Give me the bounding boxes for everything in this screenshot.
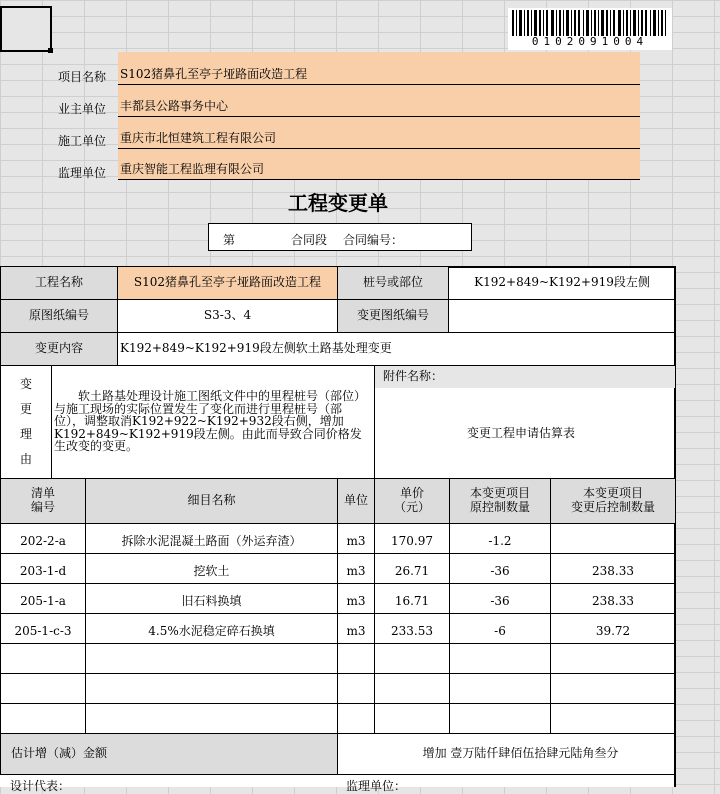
table-cell-price [374,673,450,704]
attachment-label-row [375,366,675,388]
table-cell-name [85,673,338,704]
table-cell-price [374,643,450,674]
table-cell-new-qty [550,673,676,704]
contract-number-label: 合同编号： [343,233,404,247]
project-label: 项目名称 [58,70,107,84]
estimate-label: 估计增（减）金额 [0,733,338,775]
footer-left-partial: 设计代表： [10,779,71,793]
table-cell-unit: m3 [337,523,375,554]
table-cell-orig-qty [449,673,551,704]
header-code-text: 清单 编号 [30,486,55,514]
supervisor-field [118,149,640,180]
header-code [0,478,86,524]
content-value: K192+849~K192+919段左侧软土路基处理变更 [117,332,676,366]
barcode-number: 0102091004 [531,35,649,48]
table-cell-price: 233.53 [374,613,450,644]
table-cell-code: 202-2-a [0,523,86,554]
station-value: K192+849~K192+919段左侧 [448,266,676,300]
builder-field [118,117,640,149]
header-new-qty [550,478,676,524]
table-cell-price: 26.71 [374,553,450,584]
orig-drawing-value: S3-3、4 [117,299,338,333]
estimate-value: 增加 壹万陆仟肆佰伍拾肆元陆角叁分 [337,733,676,775]
header-unit [337,478,375,524]
table-cell-name: 拆除水泥混凝土路面（外运弃渣） [85,523,338,554]
table-cell-name [85,643,338,674]
table-cell-unit: m3 [337,613,375,644]
change-drawing-label: 变更图纸编号 [337,299,449,333]
table-cell-orig-qty: -36 [449,553,551,584]
reason-text: 软土路基处理设计施工图纸文件中的里程桩号（部位）与施工现场的实际位置发生了变化而进行里程桩号（部位），调整取消K192+922~K192+932段右侧，增加K192+849~K192+919段左侧。由此而导致合同价格发生改变的变更。 [54,389,367,454]
header-new-qty-text: 本变更项目 变更后控制数量 [570,486,655,514]
contract-di: 第 [223,233,236,247]
content-label: 变更内容 [0,332,118,366]
table-cell-new-qty [550,703,676,734]
attachment-value: 变更工程申请估算表 [467,426,576,440]
table-cell-code: 205-1-c-3 [0,613,86,644]
table-cell-code: 203-1-d [0,553,86,584]
table-cell-new-qty: 238.33 [550,553,676,584]
selection-handle[interactable] [48,48,53,53]
barcode-bars [508,10,672,38]
attachment-label: 附件名称： [383,369,444,383]
table-cell-unit: m3 [337,583,375,614]
owner-field [118,85,640,117]
page-title: 工程变更单 [288,191,388,215]
attachment-box [374,365,676,479]
table-cell-unit [337,673,375,704]
table-cell-price [374,703,450,734]
table-cell-code: 205-1-a [0,583,86,614]
table-cell-price: 170.97 [374,523,450,554]
reason-box [51,365,375,479]
reason-char-3: 理 [19,426,32,441]
header-name-text: 细目名称 [187,493,236,508]
orig-drawing-label: 原图纸编号 [0,299,118,333]
table-cell-new-qty [550,523,676,554]
table-cell-orig-qty: -6 [449,613,551,644]
table-cell-unit: m3 [337,553,375,584]
table-cell-orig-qty: -1.2 [449,523,551,554]
project-name-value: S102猪鼻孔至亭子垭路面改造工程 [117,266,338,300]
table-cell-code [0,673,86,704]
table-cell-code [0,703,86,734]
project-value: S102猪鼻孔至亭子垭路面改造工程 [120,67,308,81]
table-cell-name: 挖软土 [85,553,338,584]
table-cell-orig-qty [449,703,551,734]
barcode [508,8,672,50]
contract-section: 合同段 [291,233,328,247]
table-cell-code [0,643,86,674]
table-cell-orig-qty: -36 [449,583,551,614]
table-cell-new-qty: 238.33 [550,583,676,614]
table-cell-name [85,703,338,734]
owner-value: 丰都县公路事务中心 [120,99,229,113]
header-name [85,478,338,524]
table-cell-orig-qty [449,643,551,674]
owner-label: 业主单位 [58,102,107,116]
table-cell-name: 4.5%水泥稳定碎石换填 [85,613,338,644]
table-cell-unit [337,643,375,674]
reason-label [0,365,52,479]
station-label: 桩号或部位 [337,266,449,300]
table-cell-name: 旧石料换填 [85,583,338,614]
builder-value: 重庆市北恒建筑工程有限公司 [120,131,277,145]
project-field [118,52,640,85]
change-drawing-value [448,299,676,333]
header-orig-qty-text: 本变更项目 原控制数量 [469,486,530,514]
header-price [374,478,450,524]
table-cell-new-qty [550,643,676,674]
project-name-label: 工程名称 [0,266,118,300]
header-price-text: 单价 （元） [393,486,430,514]
selected-cell[interactable] [0,6,52,52]
table-cell-price: 16.71 [374,583,450,614]
header-unit-text: 单位 [343,493,368,508]
footer-right-partial: 监理单位： [346,779,407,793]
header-orig-qty [449,478,551,524]
supervisor-label: 监理单位 [58,166,107,180]
contract-box [208,223,472,251]
reason-char-2: 更 [19,401,32,416]
reason-char-1: 变 [19,376,32,391]
table-cell-new-qty: 39.72 [550,613,676,644]
supervisor-value: 重庆智能工程监理有限公司 [120,162,265,176]
table-cell-unit [337,703,375,734]
reason-char-4: 由 [19,451,32,466]
builder-label: 施工单位 [58,134,107,148]
